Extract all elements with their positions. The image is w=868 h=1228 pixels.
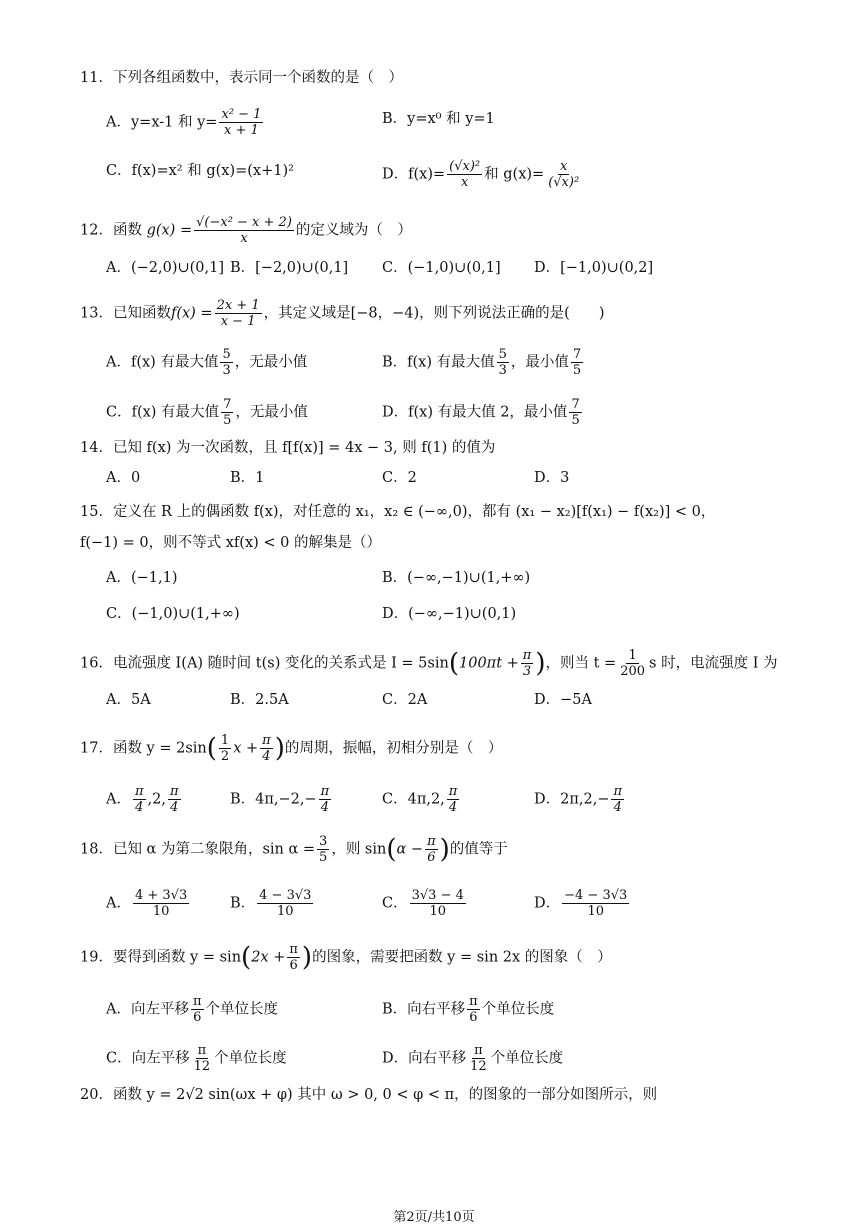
q13-option-c: C．f(x) 有最大值 $\frac{7}{5}$ ，无最小值 <box>106 397 308 428</box>
q19-option-c: C．向左平移 $\frac{\pi}{12}$ 个单位长度 <box>106 1043 287 1074</box>
q16-option-b: B．2.5A <box>230 692 289 708</box>
q16-option-d: D．−5A <box>534 692 592 708</box>
q14-option-c: C．2 <box>382 470 417 486</box>
page-footer: 第2页/共10页 <box>393 1210 475 1225</box>
q20-stem: 20．函数 y = 2√2 sin(ωx + φ) 其中 ω > 0, 0 < φ < π，的图象的一部分如图所示，则 <box>80 1087 658 1103</box>
q18-option-d: D． $\frac{-4 - 3√3}{10}$ <box>534 888 628 919</box>
q17-option-a: A． $\frac{\pi}{4}$ ,2, $\frac{\pi}{4}$ <box>106 784 179 815</box>
q12-option-d: D．[−1,0)∪(0,2] <box>534 260 654 276</box>
q13-option-d: D．f(x) 有最大值 2，最小值 $\frac{7}{5}$ <box>382 397 580 428</box>
q11-option-d: D．f(x)= $\frac{\text{(√x)²}}{x}$ 和 g(x)= $\frac{x}{\text{(√x)²}}$ <box>382 159 580 190</box>
q11-stem: 11．下列各组函数中，表示同一个函数的是（ ） <box>80 70 403 86</box>
q14-option-b: B．1 <box>230 470 265 486</box>
q19-option-b: B．向右平移 $\frac{\pi}{6}$ 个单位长度 <box>382 994 555 1025</box>
q12-option-b: B．[−2,0)∪(0,1] <box>230 260 349 276</box>
q12-option-c: C．(−1,0)∪(0,1] <box>382 260 501 276</box>
q18-stem: 18．已知 α 为第二象限角，sin α = $\frac{3}{5}$ ，则 sin(α − $\frac{\pi}{6}$ )的值等于 <box>80 834 508 865</box>
q19-stem: 19．要得到函数 y = sin(2x + $\frac{\pi}{6}$ )的图象，需要把函数 y = sin 2x 的图象（ ） <box>80 942 612 973</box>
q17-option-b: B．4π,−2,− $\frac{\pi}{4}$ <box>230 784 330 815</box>
q16-option-a: A．5A <box>106 692 151 708</box>
q13-option-a: A．f(x) 有最大值 $\frac{5}{3}$ ，无最小值 <box>106 347 308 378</box>
q16-option-c: C．2A <box>382 692 428 708</box>
q18-option-c: C． $\frac{3√3 - 4}{10}$ <box>382 888 464 919</box>
q18-option-a: A． $\frac{4 + 3√3}{10}$ <box>106 888 188 919</box>
q15-stem-line2: f(−1) = 0，则不等式 xf(x) < 0 的解集是（） <box>80 535 381 551</box>
q15-option-c: C．(−1,0)∪(1,+∞) <box>106 606 240 622</box>
q19-option-a: A．向左平移 $\frac{\pi}{6}$ 个单位长度 <box>106 994 279 1025</box>
q14-option-d: D．3 <box>534 470 570 486</box>
q18-option-b: B． $\frac{4 - 3√3}{10}$ <box>230 888 312 919</box>
q16-stem: 16．电流强度 I(A) 随时间 t(s) 变化的关系式是 I = 5sin(100πt + $\frac{\pi}{3}$ )，则当 t = $\frac{1}{200}$ s 时，电流强度 I 为 <box>80 648 778 679</box>
q17-stem: 17．函数 y = 2sin( $\frac{1}{2}$ x + $\frac{\pi}{4}$ )的周期，振幅，初相分别是（ ） <box>80 733 503 764</box>
q14-stem: 14．已知 f(x) 为一次函数，且 f[f(x)] = 4x − 3, 则 f(1) 的值为 <box>80 440 496 456</box>
q17-option-d: D．2π,2,− $\frac{\pi}{4}$ <box>534 784 623 815</box>
q11-option-b: B．y=x⁰ 和 y=1 <box>382 111 495 127</box>
q12-option-a: A．(−2,0)∪(0,1] <box>106 260 225 276</box>
q15-option-b: B．(−∞,−1)∪(1,+∞) <box>382 570 531 586</box>
q11-option-a: A．y=x-1 和 y= $\frac{\text{x² − 1}}{x + 1}$ <box>106 107 262 138</box>
q15-option-a: A．(−1,1) <box>106 570 178 586</box>
q13-stem: 13．已知函数f(x) = $\frac{2x + 1}{x - 1}$ ，其定义域是[−8，−4)，则下列说法正确的是( ) <box>80 298 605 329</box>
q12-stem: 12．函数 g(x) = $\frac{\text{√(−x² − x + 2)}}{x}$ 的定义域为（ ） <box>80 215 412 246</box>
q15-option-d: D．(−∞,−1)∪(0,1) <box>382 606 517 622</box>
q15-stem-line1: 15．定义在 R 上的偶函数 f(x)，对任意的 x₁，x₂ ∈ (−∞,0)，都有 (x₁ − x₂)[f(x₁) − f(x₂)] < 0， <box>80 504 716 520</box>
q17-option-c: C．4π,2, $\frac{\pi}{4}$ <box>382 784 458 815</box>
q14-option-a: A．0 <box>106 470 141 486</box>
q19-option-d: D．向右平移 $\frac{\pi}{12}$ 个单位长度 <box>382 1043 564 1074</box>
q11-option-c: C．f(x)=x² 和 g(x)=(x+1)² <box>106 163 294 179</box>
q13-option-b: B．f(x) 有最大值 $\frac{5}{3}$ ，最小值 $\frac{7}{5}$ <box>382 347 582 378</box>
